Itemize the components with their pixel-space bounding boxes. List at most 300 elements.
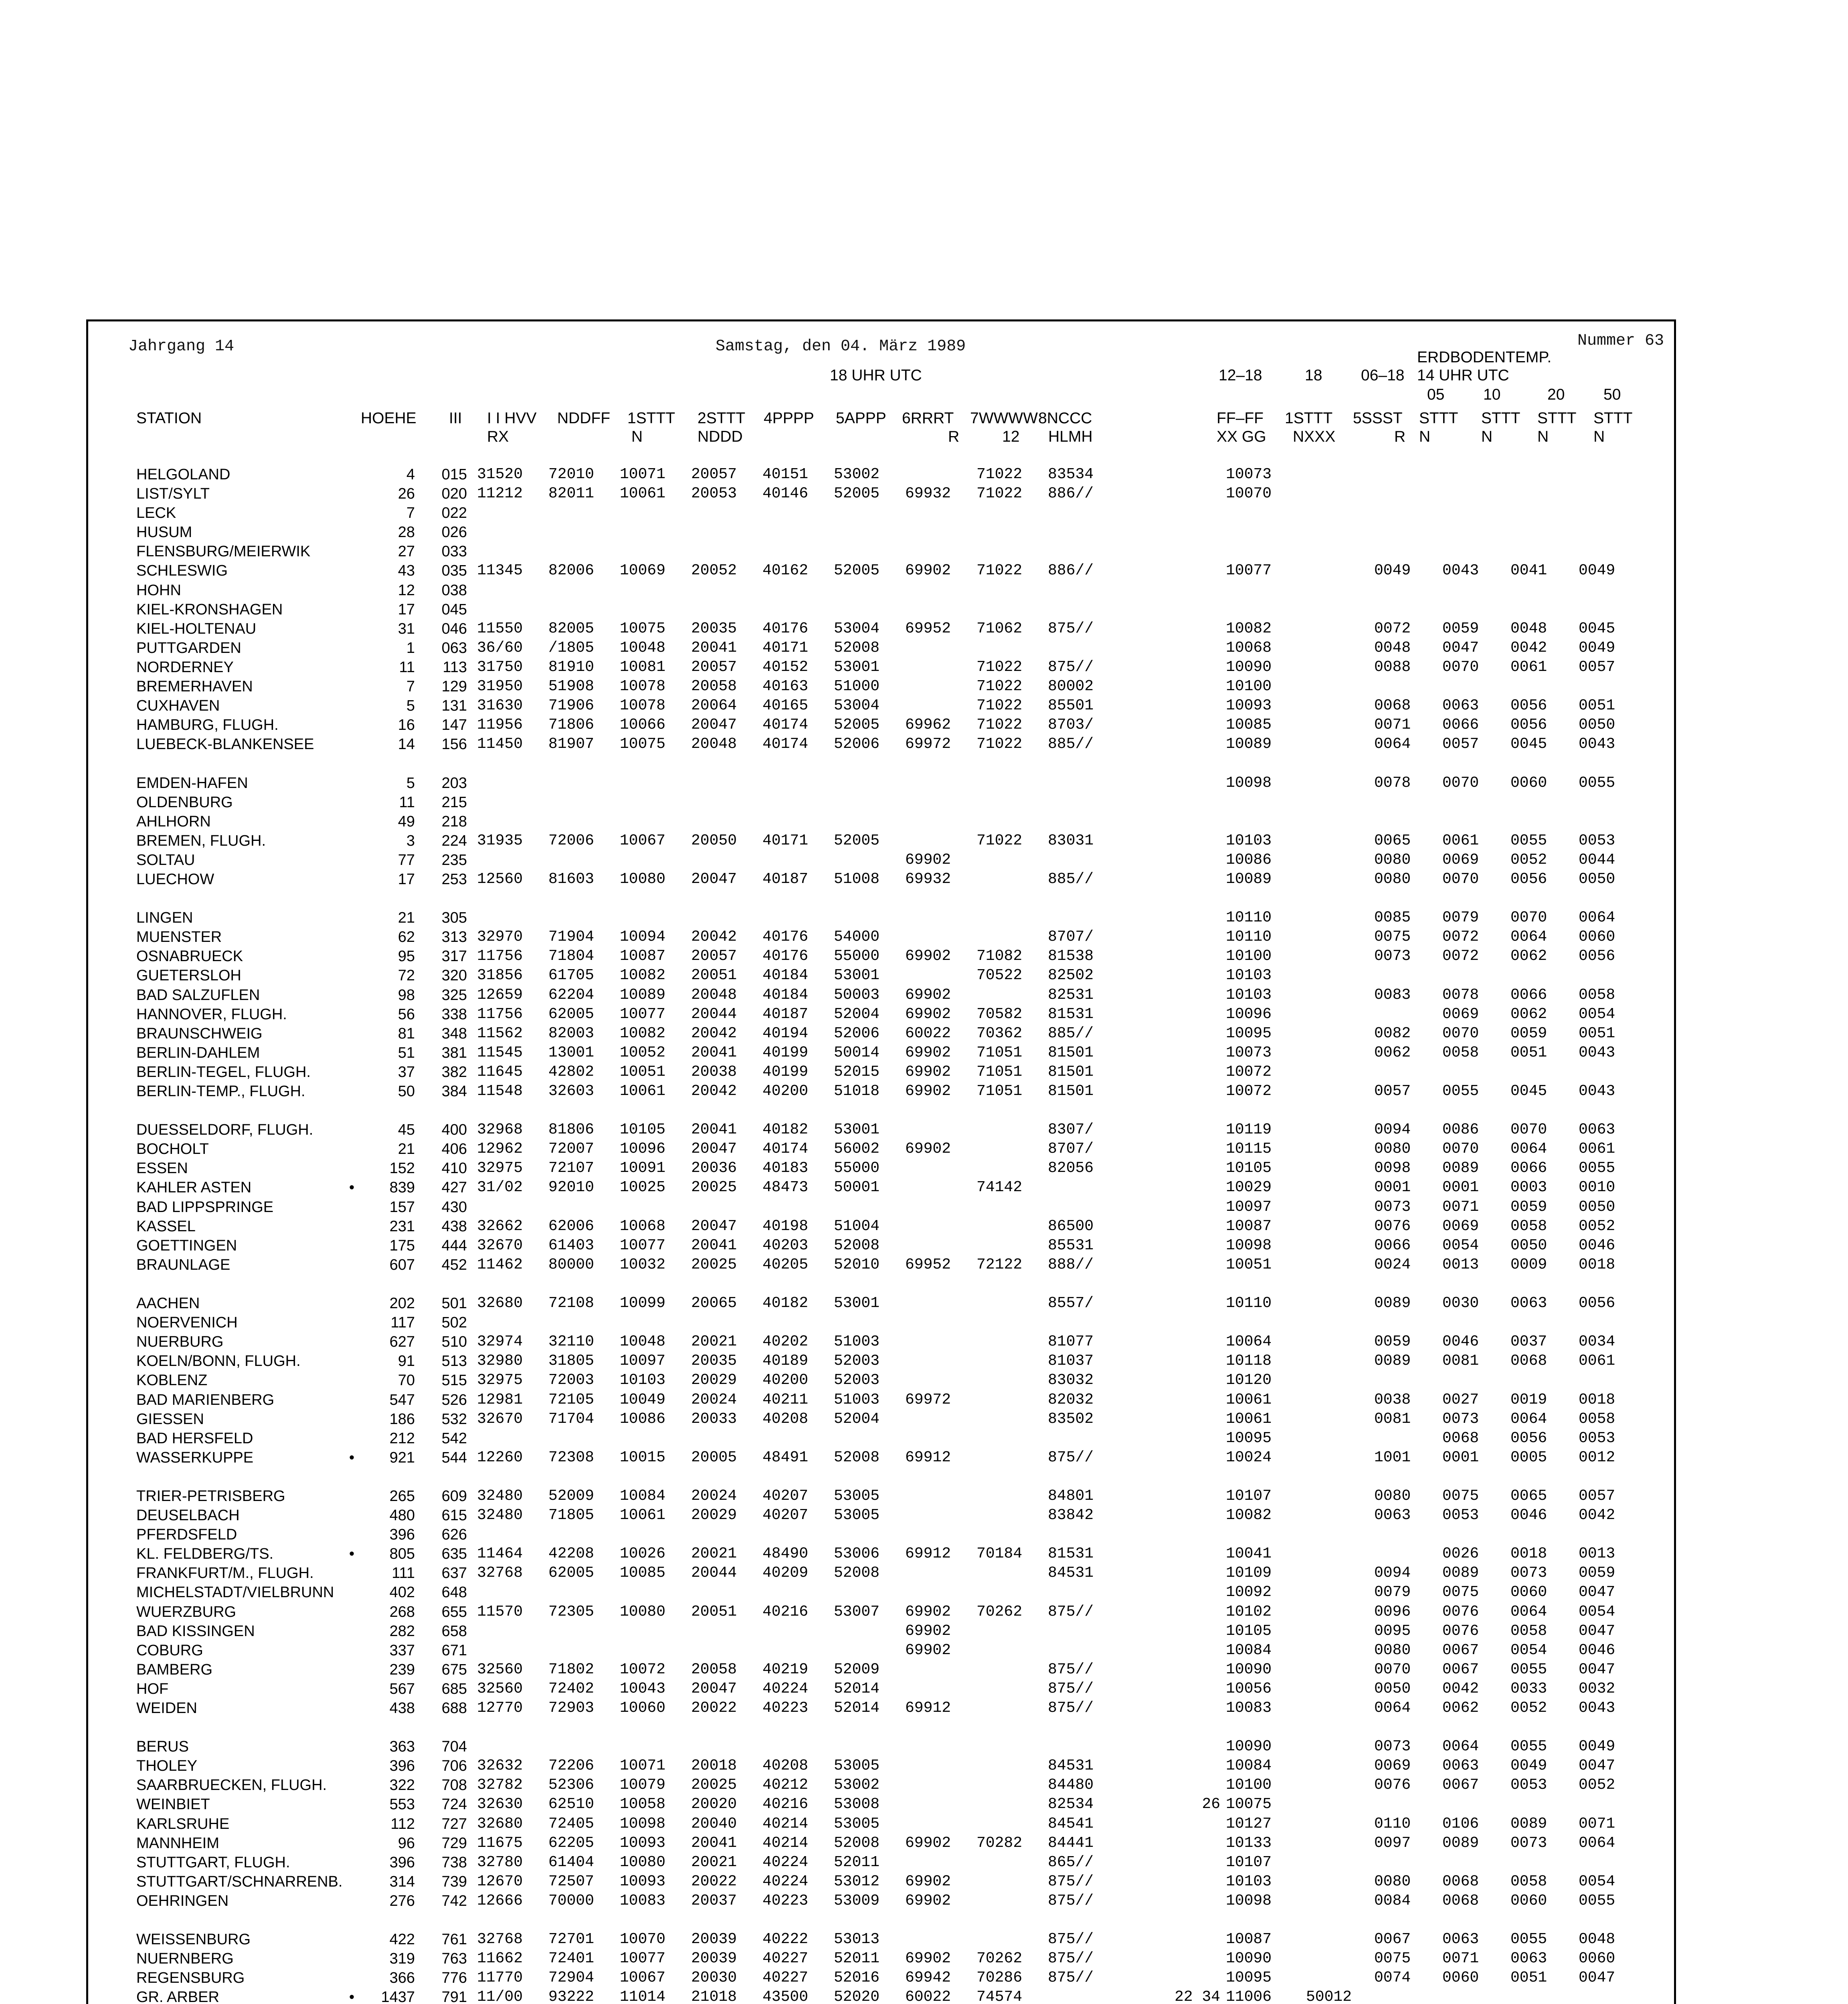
group-4pppp: 40176 xyxy=(762,928,809,946)
station-name: EMDEN-HAFEN xyxy=(136,774,248,792)
soil-20: 0046 xyxy=(1510,1507,1547,1524)
group-4pppp xyxy=(762,774,834,793)
group-7wwww xyxy=(977,1313,1048,1332)
table-row xyxy=(136,503,1647,523)
group-6rrrt xyxy=(905,581,977,600)
temp-18: 10095 xyxy=(1226,1969,1272,1987)
group-6rrrt xyxy=(905,523,977,542)
group-2sttt: 21018 xyxy=(691,1988,737,2004)
gap-cell xyxy=(136,1275,1647,1294)
group-1sttt xyxy=(620,850,691,870)
station-name: BAD LIPPSPRINGE xyxy=(136,1198,274,1216)
group-1sttt: 10087 xyxy=(620,947,666,965)
soil-50: 0049 xyxy=(1579,1738,1615,1756)
station-name: TRIER-PETRISBERG xyxy=(136,1487,285,1505)
soil-10: 0075 xyxy=(1442,1487,1479,1505)
station-height: 50 xyxy=(398,1083,415,1100)
soil-10: 0071 xyxy=(1442,1198,1479,1216)
mountain-marker xyxy=(345,1602,359,1622)
group-7wwww xyxy=(977,1236,1048,1255)
group-4pppp: 40174 xyxy=(762,716,809,734)
group-5ssst xyxy=(1306,1641,1374,1660)
group-1sttt: 10097 xyxy=(620,1352,666,1370)
group-5appp: 53004 xyxy=(834,697,880,715)
mountain-marker xyxy=(345,1564,359,1583)
group-5ssst xyxy=(1306,1622,1374,1641)
group-8nccc: 875// xyxy=(1048,658,1094,676)
mountain-marker xyxy=(345,927,359,947)
group-4pppp: 40189 xyxy=(762,1352,809,1370)
group-5appp: 52005 xyxy=(834,832,880,849)
soil-temp-subheader: 14 UHR UTC xyxy=(1417,367,1509,384)
group-2sttt xyxy=(691,774,762,793)
station-id: 430 xyxy=(441,1198,467,1216)
group-7wwww xyxy=(977,542,1048,561)
temp-18: 10077 xyxy=(1226,562,1272,580)
wind-ff xyxy=(1164,1583,1226,1602)
station-height: 7 xyxy=(406,678,415,695)
station-id: 532 xyxy=(441,1410,467,1428)
soil-50: 0054 xyxy=(1579,1005,1615,1023)
group-ihvv: 12260 xyxy=(477,1448,523,1466)
table-row xyxy=(136,465,1647,484)
soil-05: 0038 xyxy=(1374,1391,1411,1408)
soil-05 xyxy=(1374,1005,1442,1024)
soil-10: 0068 xyxy=(1442,1429,1479,1447)
station-id: 026 xyxy=(441,524,467,541)
soil-10: 0068 xyxy=(1442,1873,1479,1890)
group-ihvv: 11548 xyxy=(477,1083,523,1100)
group-8nccc: 875// xyxy=(1048,1931,1094,1948)
group-6rrrt xyxy=(905,677,977,696)
group-6rrrt: 69932 xyxy=(905,870,951,888)
wind-ff xyxy=(1164,1853,1226,1872)
mountain-marker xyxy=(345,1024,359,1043)
group-nddff: 72401 xyxy=(548,1950,594,1968)
group-2sttt: 20048 xyxy=(691,735,737,753)
group-5appp xyxy=(834,542,905,561)
table-row xyxy=(136,561,1647,580)
mountain-marker xyxy=(345,1949,359,1968)
group-nddff: 72903 xyxy=(548,1699,594,1717)
soil-50: 0047 xyxy=(1579,1661,1615,1678)
group-4pppp: 40211 xyxy=(762,1391,809,1408)
soil-50: 0055 xyxy=(1579,774,1615,792)
soil-20: 0045 xyxy=(1510,735,1547,753)
group-6rrrt: 60022 xyxy=(905,1024,951,1042)
group-1sttt: 10015 xyxy=(620,1448,666,1466)
station-id: 708 xyxy=(441,1777,467,1794)
group-6rrrt: 69902 xyxy=(905,1641,951,1659)
station-height: 62 xyxy=(398,929,415,946)
group-ihvv: 11345 xyxy=(477,562,523,580)
group-nddff xyxy=(548,503,620,523)
group-ihvv: 12659 xyxy=(477,986,523,1004)
group-5ssst xyxy=(1306,677,1374,696)
group-6rrrt: 69912 xyxy=(905,1699,951,1717)
group-5ssst xyxy=(1306,1834,1374,1853)
soil-10: 0106 xyxy=(1442,1815,1479,1832)
group-1sttt: 10085 xyxy=(620,1564,666,1582)
soil-50: 0048 xyxy=(1579,1931,1615,1948)
temp-18: 10109 xyxy=(1226,1564,1272,1582)
table-row xyxy=(136,1544,1647,1564)
wind-ff xyxy=(1164,1679,1226,1699)
wind-ff xyxy=(1164,1313,1226,1332)
station-name: REGENSBURG xyxy=(136,1970,245,1987)
group-1sttt: 10032 xyxy=(620,1256,666,1273)
group-7wwww: 70362 xyxy=(977,1024,1023,1042)
soil-05: 0070 xyxy=(1374,1661,1411,1678)
station-height: 157 xyxy=(389,1198,415,1216)
group-5ssst xyxy=(1306,600,1374,619)
table-row xyxy=(136,986,1647,1005)
soil-20 xyxy=(1510,677,1579,696)
group-nddff: 32603 xyxy=(548,1083,594,1100)
group-7wwww xyxy=(977,1699,1048,1718)
station-id: 685 xyxy=(441,1680,467,1697)
group-8nccc xyxy=(1048,1313,1164,1332)
station-id: 655 xyxy=(441,1603,467,1620)
group-7wwww xyxy=(977,1776,1048,1795)
group-2sttt: 20047 xyxy=(691,716,737,734)
station-height: 282 xyxy=(389,1622,415,1640)
wind-ff xyxy=(1164,696,1226,715)
group-2sttt: 20022 xyxy=(691,1873,737,1890)
table-row xyxy=(136,581,1647,600)
group-5ssst xyxy=(1306,1159,1374,1178)
temp-18: 10064 xyxy=(1226,1333,1272,1351)
group-nddff: 92010 xyxy=(548,1179,594,1196)
station-name: KOBLENZ xyxy=(136,1372,208,1389)
soil-20: 0054 xyxy=(1510,1641,1547,1659)
soil-05 xyxy=(1374,1063,1442,1082)
group-5ssst xyxy=(1306,1236,1374,1255)
group-2sttt: 20041 xyxy=(691,639,737,657)
soil-50: 0049 xyxy=(1579,562,1615,580)
soil-20: 0062 xyxy=(1510,1005,1547,1023)
group-ihvv xyxy=(477,793,548,812)
group-ihvv: 32975 xyxy=(477,1160,523,1177)
group-6rrrt: 69902 xyxy=(905,1083,951,1100)
group-5ssst xyxy=(1306,561,1374,580)
soil-05: 0001 xyxy=(1374,1179,1411,1196)
soil-20: 0068 xyxy=(1510,1352,1547,1370)
wind-ff xyxy=(1164,619,1226,638)
wind-ff xyxy=(1164,1776,1226,1795)
temp-18: 10098 xyxy=(1226,1892,1272,1909)
group-2sttt: 20021 xyxy=(691,1853,737,1871)
group-ihvv: 31950 xyxy=(477,678,523,695)
soil-50 xyxy=(1579,465,1647,484)
mountain-marker xyxy=(345,1217,359,1236)
group-6rrrt: 69942 xyxy=(905,1969,951,1987)
table-row xyxy=(136,696,1647,715)
table-row xyxy=(136,1313,1647,1332)
group-ihvv: 32780 xyxy=(477,1853,523,1871)
soil-50: 0046 xyxy=(1579,1236,1615,1254)
group-4pppp: 40199 xyxy=(762,1044,809,1061)
wind-ff xyxy=(1164,581,1226,600)
group-5appp: 56002 xyxy=(834,1140,880,1158)
group-2sttt: 20020 xyxy=(691,1796,737,1813)
station-id: 742 xyxy=(441,1892,467,1909)
wind-ff xyxy=(1164,1063,1226,1082)
soil-50: 0043 xyxy=(1579,735,1615,753)
station-id: 515 xyxy=(441,1372,467,1389)
group-1sttt: 10075 xyxy=(620,620,666,637)
soil-50 xyxy=(1579,1063,1647,1082)
group-5appp: 53002 xyxy=(834,1776,880,1794)
soil-50 xyxy=(1579,1988,1647,2004)
depth-05: 05 xyxy=(1427,386,1445,403)
mountain-marker xyxy=(345,1525,359,1544)
group-5appp: 54000 xyxy=(834,928,880,946)
soil-50: 0045 xyxy=(1579,620,1615,637)
soil-10: 0067 xyxy=(1442,1776,1479,1794)
group-1sttt: 10078 xyxy=(620,697,666,715)
group-5ssst xyxy=(1306,1005,1374,1024)
group-5ssst xyxy=(1306,503,1374,523)
wind-ff xyxy=(1164,658,1226,677)
group-1sttt xyxy=(620,1737,691,1756)
soil-10: 0072 xyxy=(1442,928,1479,946)
soil-05: 0098 xyxy=(1374,1160,1411,1177)
group-ihvv xyxy=(477,503,548,523)
group-7wwww xyxy=(977,1487,1048,1506)
soil-20: 0065 xyxy=(1510,1487,1547,1505)
group-7wwww xyxy=(977,1564,1048,1583)
group-ihvv: 11212 xyxy=(477,485,523,503)
group-5ssst xyxy=(1306,850,1374,870)
group-2sttt: 20025 xyxy=(691,1179,737,1196)
header-5ssst-sub: R xyxy=(1394,428,1406,445)
group-2sttt: 20057 xyxy=(691,947,737,965)
group-5ssst xyxy=(1306,696,1374,715)
wind-ff xyxy=(1164,1024,1226,1043)
soil-20 xyxy=(1510,484,1579,503)
group-nddff xyxy=(548,812,620,831)
group-nddff: 72108 xyxy=(548,1295,594,1312)
soil-50: 0061 xyxy=(1579,1352,1615,1370)
mountain-marker xyxy=(345,1371,359,1390)
group-7wwww xyxy=(977,1120,1048,1139)
group-8nccc: 8703/ xyxy=(1048,716,1094,734)
group-5ssst xyxy=(1306,542,1374,561)
group-5ssst xyxy=(1306,1178,1374,1197)
wind-ff xyxy=(1164,523,1226,542)
wind-ff xyxy=(1164,561,1226,580)
station-id: 406 xyxy=(441,1141,467,1158)
group-6rrrt xyxy=(905,503,977,523)
group-7wwww xyxy=(977,503,1048,523)
group-1sttt: 10083 xyxy=(620,1892,666,1909)
station-id: 253 xyxy=(441,871,467,888)
group-1sttt xyxy=(620,774,691,793)
group-1sttt: 10105 xyxy=(620,1121,666,1139)
group-5appp: 53005 xyxy=(834,1507,880,1524)
wind-ff xyxy=(1164,1564,1226,1583)
mountain-marker xyxy=(345,523,359,542)
group-2sttt: 20051 xyxy=(691,967,737,984)
group-6rrrt: 69912 xyxy=(905,1545,951,1563)
group-6rrrt xyxy=(905,1737,977,1756)
soil-05: 0072 xyxy=(1374,620,1411,637)
group-4pppp xyxy=(762,600,834,619)
table-row xyxy=(136,1756,1647,1776)
station-height: 7 xyxy=(406,505,415,522)
group-2sttt: 20039 xyxy=(691,1950,737,1968)
table-row xyxy=(136,1525,1647,1544)
group-2sttt xyxy=(691,1641,762,1660)
group-1sttt: 10069 xyxy=(620,562,666,580)
station-name: WEINBIET xyxy=(136,1796,210,1813)
group-5appp: 53004 xyxy=(834,620,880,637)
soil-10: 0046 xyxy=(1442,1333,1479,1351)
group-2sttt: 20039 xyxy=(691,1931,737,1948)
group-4pppp xyxy=(762,581,834,600)
group-1sttt xyxy=(620,1641,691,1660)
group-7wwww xyxy=(977,1814,1048,1834)
soil-50 xyxy=(1579,1313,1647,1332)
mountain-marker xyxy=(345,1872,359,1891)
section-gap xyxy=(136,889,1647,908)
station-name: KARLSRUHE xyxy=(136,1815,230,1832)
group-ihvv xyxy=(477,581,548,600)
soil-20 xyxy=(1510,1063,1579,1082)
temp-18: 10061 xyxy=(1226,1391,1272,1408)
temp-18: 10075 xyxy=(1226,1796,1272,1813)
mountain-marker xyxy=(345,1082,359,1101)
table-row xyxy=(136,1699,1647,1718)
station-height: 3 xyxy=(406,832,415,849)
soil-20: 0005 xyxy=(1510,1448,1547,1466)
group-5ssst xyxy=(1306,1448,1374,1467)
group-nddff: 72405 xyxy=(548,1815,594,1832)
group-2sttt: 20057 xyxy=(691,466,737,483)
soil-20: 0051 xyxy=(1510,1044,1547,1061)
group-8nccc: 83534 xyxy=(1048,466,1094,483)
group-1sttt: 10080 xyxy=(620,870,666,888)
wind-ff xyxy=(1164,1236,1226,1255)
temp-18: 10087 xyxy=(1226,1931,1272,1948)
wind-ff xyxy=(1164,1005,1226,1024)
temp-18: 10095 xyxy=(1226,1024,1272,1042)
soil-05: 0083 xyxy=(1374,986,1411,1004)
group-6rrrt xyxy=(905,638,977,658)
group-1sttt: 10068 xyxy=(620,1217,666,1235)
station-height: 11 xyxy=(399,794,415,811)
soil-50: 0042 xyxy=(1579,1507,1615,1524)
header-ff-ff: FF–FF xyxy=(1217,410,1264,427)
soil-20: 0064 xyxy=(1510,928,1547,946)
station-id: 218 xyxy=(441,813,467,830)
soil-05: 0080 xyxy=(1374,1140,1411,1158)
group-6rrrt xyxy=(905,1756,977,1776)
soil-10: 0079 xyxy=(1442,909,1479,927)
group-7wwww: 71022 xyxy=(977,658,1023,676)
group-8nccc: 84801 xyxy=(1048,1487,1094,1505)
group-8nccc: 84531 xyxy=(1048,1564,1094,1582)
wind-ff xyxy=(1164,1622,1226,1641)
group-5appp xyxy=(834,600,905,619)
station-id: 729 xyxy=(441,1834,467,1852)
temp-18: 10110 xyxy=(1226,928,1272,946)
group-4pppp: 40174 xyxy=(762,735,809,753)
soil-50: 0046 xyxy=(1579,1641,1615,1659)
soil-50: 0047 xyxy=(1579,1622,1615,1640)
group-7wwww xyxy=(977,1679,1048,1699)
soil-05: 1001 xyxy=(1374,1448,1411,1466)
group-ihvv xyxy=(477,908,548,927)
group-ihvv: 11675 xyxy=(477,1834,523,1852)
group-8nccc xyxy=(1048,908,1164,927)
mountain-marker xyxy=(345,1120,359,1139)
group-nddff: 62204 xyxy=(548,986,594,1004)
wind-ff xyxy=(1164,1082,1226,1101)
mountain-marker xyxy=(345,1351,359,1371)
group-5ssst xyxy=(1306,927,1374,947)
group-8nccc: 80002 xyxy=(1048,678,1094,695)
station-id: 235 xyxy=(441,851,467,869)
group-6rrrt xyxy=(905,1178,977,1197)
station-name: COBURG xyxy=(136,1642,203,1659)
group-8nccc xyxy=(1048,638,1164,658)
group-8nccc xyxy=(1048,1583,1164,1602)
table-row xyxy=(136,1968,1647,1988)
table-row xyxy=(136,1622,1647,1641)
group-6rrrt: 69902 xyxy=(905,1950,951,1968)
group-4pppp: 40200 xyxy=(762,1083,809,1100)
table-row xyxy=(136,1795,1647,1814)
group-nddff: 72701 xyxy=(548,1931,594,1948)
temp-18: 10056 xyxy=(1226,1680,1272,1697)
soil-20: 0053 xyxy=(1510,1776,1547,1794)
soil-10: 0027 xyxy=(1442,1391,1479,1408)
group-5appp: 52003 xyxy=(834,1372,880,1389)
temp-18: 10084 xyxy=(1226,1641,1272,1659)
soil-50: 0058 xyxy=(1579,986,1615,1004)
station-name: BERLIN-TEMP., FLUGH. xyxy=(136,1083,305,1100)
group-2sttt: 20048 xyxy=(691,986,737,1004)
soil-20: 0052 xyxy=(1510,851,1547,869)
group-2sttt: 20065 xyxy=(691,1295,737,1312)
station-name: KIEL-KRONSHAGEN xyxy=(136,601,283,618)
group-nddff xyxy=(548,908,620,927)
group-4pppp: 40162 xyxy=(762,562,809,580)
table-row xyxy=(136,1255,1647,1275)
group-nddff xyxy=(548,1583,620,1602)
group-6rrrt xyxy=(905,1679,977,1699)
mountain-marker xyxy=(345,1891,359,1911)
temp-18: 10073 xyxy=(1226,466,1272,483)
station-name: SCHLESWIG xyxy=(136,562,228,580)
wind-ff xyxy=(1164,484,1226,503)
group-ihvv: 11756 xyxy=(477,947,523,965)
table-row xyxy=(136,831,1647,850)
soil-50 xyxy=(1579,523,1647,542)
soil-50: 0056 xyxy=(1579,1295,1615,1312)
mountain-marker xyxy=(345,542,359,561)
temp-18 xyxy=(1226,542,1306,561)
group-7wwww xyxy=(977,774,1048,793)
group-ihvv: 32630 xyxy=(477,1796,523,1813)
group-nddff: 62205 xyxy=(548,1834,594,1852)
station-id: 131 xyxy=(441,697,467,715)
wind-ff xyxy=(1164,600,1226,619)
station-height: 175 xyxy=(389,1237,415,1254)
group-2sttt xyxy=(691,503,762,523)
